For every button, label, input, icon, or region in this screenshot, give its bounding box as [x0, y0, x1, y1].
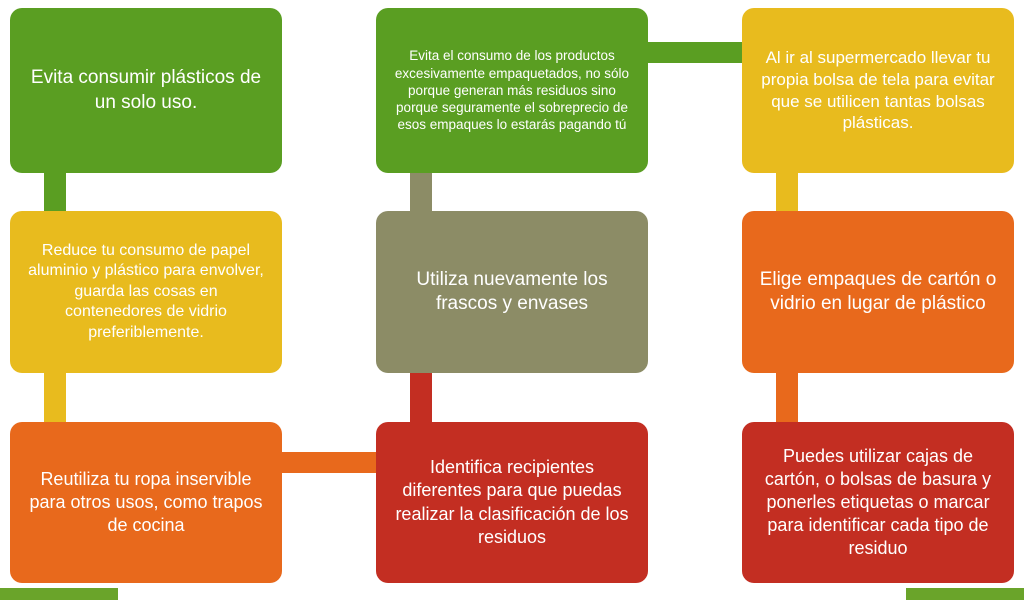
tip-card-2 [376, 8, 648, 173]
tip-card-3 [742, 8, 1014, 173]
decorative-strip-right [906, 588, 1024, 600]
tip-card-4-text: Reduce tu consumo de papel aluminio y plástico para envolver, guarda las cosas en contenedores de vidrio preferiblemente. [28, 241, 264, 341]
tip-card-9 [742, 422, 1014, 583]
tip-card-5-text: Utiliza nuevamente los frascos y envases [416, 268, 608, 314]
tip-card-8-text: Identifica recipientes diferentes para que puedas realizar la clasificación de los residuos [395, 457, 629, 547]
tip-card-6 [742, 211, 1014, 373]
tip-card-8 [376, 422, 648, 583]
connector-card5-to-card8 [776, 366, 798, 428]
tip-card-4 [10, 211, 282, 373]
tip-card-9-text: Puedes utilizar cajas de cartón, o bolsas de basura y ponerles etiquetas o marcar para identificar cada tipo de residuo [764, 445, 992, 559]
tip-card-7 [10, 422, 282, 583]
connector-card3-to-card6 [44, 366, 66, 428]
tip-card-7-text: Reutiliza tu ropa inservible para otros usos, como trapos de cocina [29, 468, 263, 536]
connector-card4-to-card7 [410, 366, 432, 428]
tip-card-3-text: Al ir al supermercado llevar tu propia bolsa de tela para evitar que se utilicen tantas bolsas plásticas. [761, 48, 995, 133]
connector-bottom-left-to-bottom-center [278, 452, 380, 473]
tip-card-1-text: Evita consumir plásticos de un solo uso. [30, 67, 262, 113]
tip-card-1 [10, 8, 282, 173]
decorative-strip-left [0, 588, 118, 600]
tip-card-6-text: Elige empaques de cartón o vidrio en lugar de plástico [759, 268, 997, 314]
tip-card-5 [376, 211, 648, 373]
connector-top-center-to-top-right [645, 42, 747, 63]
tip-card-2-text: Evita el consumo de los productos excesivamente empaquetados, no sólo porque generan más residuos sino porque seguramente el sobreprecio de esos empaques lo estarás pagando tú [394, 48, 630, 133]
